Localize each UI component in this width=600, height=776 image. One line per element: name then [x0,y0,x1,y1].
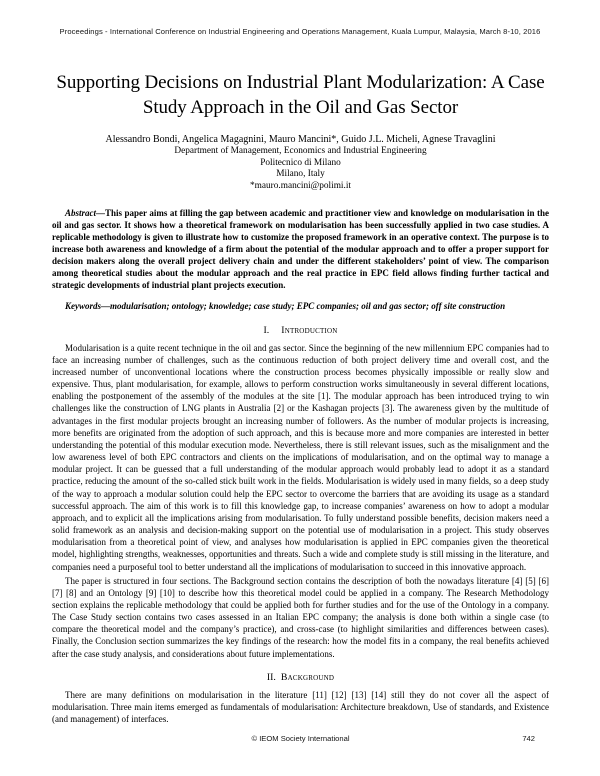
author-institution: Politecnico di Milano [260,157,341,168]
proceedings-header: Proceedings - International Conference on Industrial Engineering and Operations Management, Kuala Lumpur, Malaysia, March 8-10, 2016 [59,27,541,36]
section-number-introduction: I. [263,324,270,336]
section-heading-background [52,672,549,684]
page-footer [52,734,549,748]
introduction-paragraph-1: Modularisation is a quite recent technique in the oil and gas sector. Since the beginning of the new millennium EPC companies had to face an increasing number of challenges, such as the continuous reduction of both project delivery time and overall cost, and the increased number of unconventional locations where the construction process becomes physically impossible or really slow and expensive. Thus, plant modularisation, for example, allows to perform construction works simultaneously in several different locations, enabling the postponement of the assembly of the modules at the site [1]. The modular approach has been introduced trying to win challenges like the construction of LNG plants in Australia [2] or the Kashagan projects [3]. The awareness given by the multitude of advantages in the first modular projects brought an increasing number of followers. As the number of modular projects is increasing, more benefits are originated from the adoption of such approach, and this is because more and more companies are interested in better understanding the potential of this modular execution mode. Nevertheless, there is still relevant issues, such as the misalignment and the low awareness level of both EPC contractors and clients on the implications of modularisation, and on the optimal way to manage a modular project. It can be guessed that a full understanding of the modular approach would probably lead to adopt it as a standard practice, reducing the amount of the so-called stick built work in the fields. Modularisation is widely used in many fields, so a deep study of the way to approach a modular solution could help the EPC sector to overcome the barriers that are avoiding its usage as a standard successful approach. The aim of this work is to fill this knowledge gap, to increase companies’ awareness on how to adopt a modular approach, and to explicit all the implications arising from modularisation. To fully understand possible benefits, decision makers need a solid framework as an analysis and decision-making support on the potential use of modularisation in a project. This study observes modularisation from a theoretical point of view, and analyses how modularisation is applied in EPC companies given the theoretical model, highlighting strengths, weaknesses, opportunities and threats. Such a wide and complete study is still missing in the literature, and companies need a purposeful tool to better understand all the implications of modularisation to succeed in this innovative approach. [52,342,549,572]
author-email: *mauro.mancini@polimi.it [250,180,351,191]
author-location: Milano, Italy [276,169,325,180]
footer-copyright: © IEOM Society International [251,734,350,743]
keywords-label: Keywords— [65,301,110,312]
keywords-paragraph [52,301,549,313]
footer-page-number: 742 [522,734,535,743]
abstract-paragraph [52,207,549,292]
page-content [52,0,549,725]
section-title-introduction: Introduction [281,324,338,336]
paper-title: Supporting Decisions on Industrial Plant Modularization: A Case Study Approach in the Oil and Gas Sector [56,72,545,119]
background-paragraph-1: There are many definitions on modularisation in the literature [11] [12] [13] [14] still they do not cover all the aspect of modularisation. Three main items emerged as fundamentals of modularisation: Architecture breakdown, Use of standards, and Existence (and management) of interfaces. [52,689,549,725]
abstract-label: Abstract— [65,207,106,218]
author-names: Alessandro Bondi, Angelica Magagnini, Mauro Mancini*, Guido J.L. Micheli, Agnese Travaglini [105,134,496,146]
section-number-background: II. [266,671,276,683]
authors-block [52,133,549,192]
introduction-paragraph-2: The paper is structured in four sections. The Background section contains the description of both the nowadays literature [4] [5] [6] [7] [8] and an Ontology [9] [10] to describe how this theoretical model could be applied in a company. The Research Methodology section explains the replicable methodology that could be applied both for further studies and for the use of the Ontology in a company. The Case Study section contains two cases assessed in an Italian EPC company; the analysis is done both within a single case (to compare the theoretical model and the company’s practice), and cross-case (to highlight similarities and differences between cases). Finally, the Conclusion section summarizes the key findings of the research: how the model fits in a company, the real benefits achieved after the case study analysis, and considerations about future implementations. [52,575,549,659]
keywords-text: modularisation; ontology; knowledge; case study; EPC companies; oil and gas sector; off site construction [110,301,506,312]
author-department: Department of Management, Economics and Industrial Engineering [174,146,427,157]
abstract-text: This paper aims at filling the gap between academic and practitioner view and knowledge on modularisation in the oil and gas sector. It shows how a theoretical framework on modularisation has been successfully applied in two case studies. A replicable methodology is given to illustrate how to customize the proposed framework in an operative context. The purpose is to increase both awareness and knowledge of a firm about the potential of the modular approach and to offer a proper support for decision makers along the overall project delivery chain and under the different stakeholders’ point of view. The comparison among theoretical studies about the modular approach and the real practice in EPC field allows finding further tactical and strategic developments of industrial plant projects execution. [52,207,549,291]
section-heading-introduction [52,325,549,337]
section-title-background: Background [280,671,335,683]
